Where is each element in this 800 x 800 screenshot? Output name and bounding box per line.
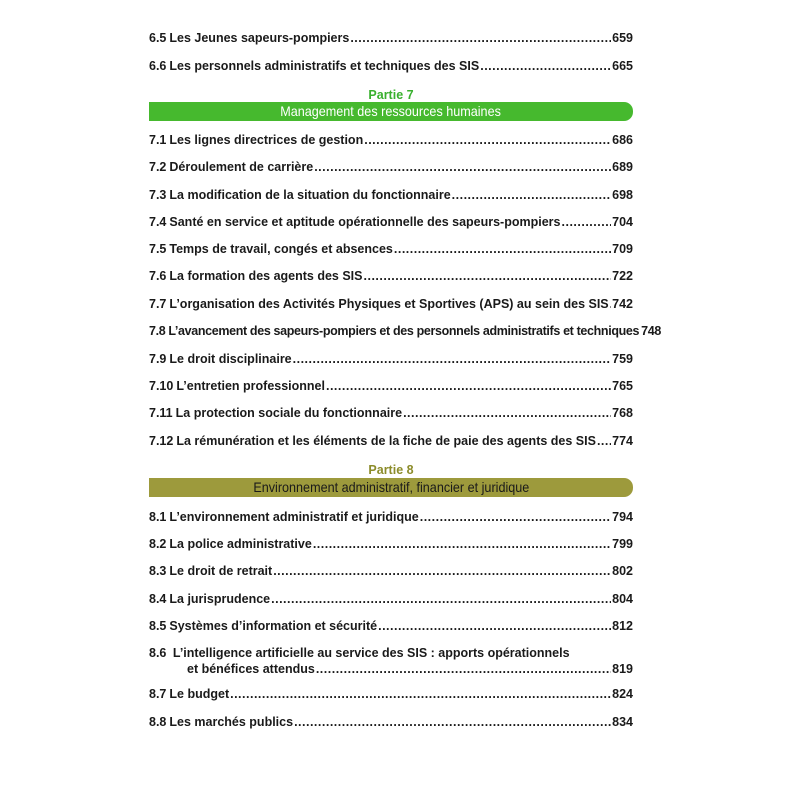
entry-page: 709 xyxy=(612,242,633,256)
dot-leader xyxy=(313,537,611,552)
entry-number: 7.4 xyxy=(149,215,167,229)
toc-entry-7-3[interactable] xyxy=(149,188,633,203)
dot-leader xyxy=(316,662,611,677)
entry-title: Le budget xyxy=(169,687,230,701)
dot-leader xyxy=(293,352,612,367)
entry-page: 804 xyxy=(612,592,633,606)
dot-leader xyxy=(364,133,611,148)
toc-entry-8-1[interactable] xyxy=(149,510,633,525)
entry-title-continuation: et bénéfices attendus xyxy=(187,662,315,676)
dot-leader xyxy=(326,379,611,394)
entry-page: 834 xyxy=(612,715,633,729)
entry-page: 698 xyxy=(612,188,633,202)
entry-title: Les Jeunes sapeurs-pompiers xyxy=(169,31,350,45)
entry-page: 774 xyxy=(612,434,633,448)
dot-leader xyxy=(378,619,611,634)
entry-number: 8.8 xyxy=(149,715,167,729)
part-8-banner xyxy=(149,478,633,497)
entry-page: 704 xyxy=(612,215,633,229)
toc-entry-7-7[interactable] xyxy=(149,297,633,312)
dot-leader xyxy=(394,242,611,257)
entry-title: L’avancement des sapeurs-pompiers et des personnels administratifs et techniques xyxy=(168,324,640,338)
entry-page: 742 xyxy=(612,297,633,311)
toc-entry-8-4[interactable] xyxy=(149,592,633,607)
entry-number: 7.3 xyxy=(149,188,167,202)
toc-entry-7-1[interactable] xyxy=(149,133,633,148)
dot-leader xyxy=(294,715,611,730)
entry-number: 7.12 xyxy=(149,434,174,448)
toc-entry-7-4[interactable] xyxy=(149,215,633,230)
toc-entry-7-9[interactable] xyxy=(149,352,633,367)
entry-page: 659 xyxy=(612,31,633,45)
entry-page: 799 xyxy=(612,537,633,551)
toc-entry-8-6[interactable] xyxy=(149,646,633,678)
entry-title: La jurisprudence xyxy=(169,592,271,606)
entry-title: Déroulement de carrière xyxy=(169,160,314,174)
entry-title: La formation des agents des SIS xyxy=(169,269,363,283)
toc-entry-6-5[interactable] xyxy=(149,31,633,46)
entry-page: 759 xyxy=(612,352,633,366)
dot-leader xyxy=(420,510,611,525)
dot-leader xyxy=(230,687,611,702)
entry-title: La modification de la situation du fonctionnaire xyxy=(169,188,451,202)
part-7-banner xyxy=(149,102,633,121)
entry-page: 812 xyxy=(612,619,633,633)
entry-number: 7.8 xyxy=(149,324,166,338)
entry-title: Le droit disciplinaire xyxy=(169,352,292,366)
part-8-label: Partie 8 xyxy=(368,463,414,477)
entry-title: Le droit de retrait xyxy=(169,564,273,578)
dot-leader xyxy=(271,592,611,607)
toc-entry-8-2[interactable] xyxy=(149,537,633,552)
entry-number: 7.9 xyxy=(149,352,167,366)
dot-leader xyxy=(403,406,611,421)
entry-page: 665 xyxy=(612,59,633,73)
entry-title: La rémunération et les éléments de la fiche de paie des agents des SIS xyxy=(176,434,596,448)
entry-line-2 xyxy=(149,662,633,677)
entry-number: 8.7 xyxy=(149,687,167,701)
entry-number: 7.2 xyxy=(149,160,167,174)
toc-entry-8-7[interactable] xyxy=(149,687,633,702)
entry-title: La police administrative xyxy=(169,537,312,551)
entry-page: 689 xyxy=(612,160,633,174)
dot-leader xyxy=(273,564,611,579)
entry-number: 7.6 xyxy=(149,269,167,283)
entry-page: 824 xyxy=(612,687,633,701)
toc-entry-7-2[interactable] xyxy=(149,160,633,175)
toc-entry-7-8[interactable] xyxy=(149,324,661,339)
entry-title: Les lignes directrices de gestion xyxy=(169,133,364,147)
entry-title: La protection sociale du fonctionnaire xyxy=(175,406,403,420)
entry-page: 802 xyxy=(612,564,633,578)
toc-entry-7-11[interactable] xyxy=(149,406,633,421)
entry-number: 6.6 xyxy=(149,59,167,73)
entry-page: 768 xyxy=(612,406,633,420)
entry-number: 8.1 xyxy=(149,510,167,524)
entry-page: 722 xyxy=(612,269,633,283)
entry-line-1 xyxy=(149,646,570,661)
dot-leader xyxy=(610,297,611,312)
dot-leader xyxy=(452,188,611,203)
dot-leader xyxy=(314,160,611,175)
entry-title: Temps de travail, congés et absences xyxy=(169,242,393,256)
part-7-label: Partie 7 xyxy=(368,88,414,102)
dot-leader xyxy=(364,269,612,284)
entry-number: 8.4 xyxy=(149,592,167,606)
entry-number: 7.7 xyxy=(149,297,167,311)
entry-number: 8.3 xyxy=(149,564,167,578)
entry-title: Systèmes d’information et sécurité xyxy=(169,619,378,633)
entry-page: 686 xyxy=(612,133,633,147)
entry-title: L’organisation des Activités Physiques et Sportives (APS) au sein des SIS xyxy=(169,297,609,311)
entry-page: 794 xyxy=(612,510,633,524)
entry-title: Santé en service et aptitude opérationnelle des sapeurs-pompiers xyxy=(169,215,561,229)
entry-title: Les personnels administratifs et techniques des SIS xyxy=(169,59,480,73)
dot-leader xyxy=(597,434,611,449)
dot-leader xyxy=(480,59,611,74)
entry-number: 6.5 xyxy=(149,31,167,45)
toc-entry-8-5[interactable] xyxy=(149,619,633,634)
entry-number: 8.2 xyxy=(149,537,167,551)
part-7-banner-title: Management des ressources humaines xyxy=(280,103,502,119)
toc-entry-7-5[interactable] xyxy=(149,242,633,257)
entry-title: L’entretien professionnel xyxy=(176,379,325,393)
toc-entry-6-6[interactable] xyxy=(149,59,633,74)
entry-number: 8.5 xyxy=(149,619,167,633)
part-8-banner-title: Environnement administratif, financier et juridique xyxy=(253,479,529,495)
dot-leader xyxy=(562,215,612,230)
toc-entry-8-8[interactable] xyxy=(149,715,633,730)
entry-title: L’intelligence artificielle au service des SIS : apports opérationnels xyxy=(172,646,570,660)
entry-number: 7.5 xyxy=(149,242,167,256)
entry-page: 765 xyxy=(612,379,633,393)
toc-entry-8-3[interactable] xyxy=(149,564,633,579)
entry-number: 7.11 xyxy=(149,406,173,420)
entry-number: 7.1 xyxy=(149,133,167,147)
toc-entry-7-12[interactable] xyxy=(149,434,633,449)
entry-page: 819 xyxy=(612,662,633,676)
toc-entry-7-10[interactable] xyxy=(149,379,633,394)
dot-leader xyxy=(350,31,611,46)
entry-title: Les marchés publics xyxy=(169,715,294,729)
entry-number: 7.10 xyxy=(149,379,174,393)
entry-title: L’environnement administratif et juridique xyxy=(169,510,419,524)
entry-number: 8.6 xyxy=(149,646,167,660)
entry-page: 748 xyxy=(641,324,661,338)
toc-entry-7-6[interactable] xyxy=(149,269,633,284)
